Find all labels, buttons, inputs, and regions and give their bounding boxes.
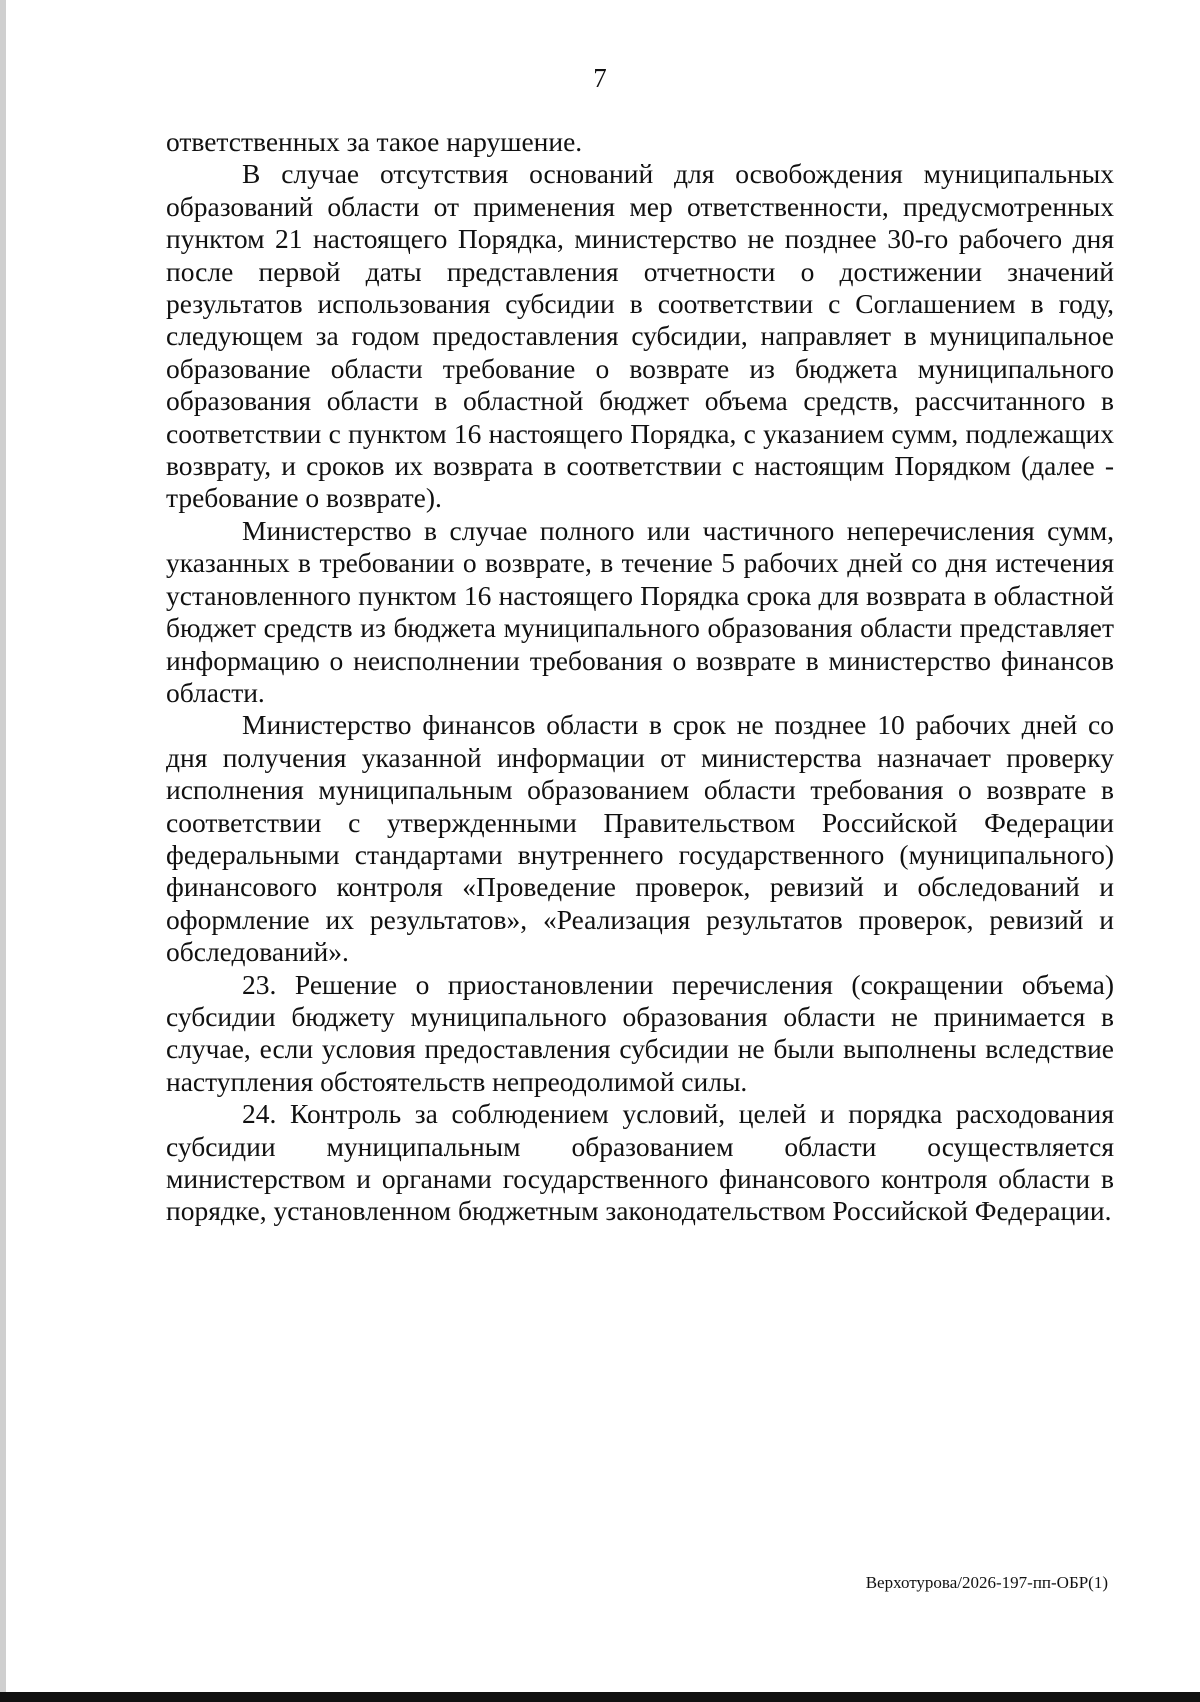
paragraph-continuation: ответственных за такое нарушение. bbox=[166, 126, 583, 157]
document-body bbox=[166, 126, 1114, 1228]
paragraph-finance-ministry-check: Министерство финансов области в срок не позднее 10 рабочих дней со дня получения указанной информации от министерства назначает проверку исполнения муниципальным образованием области требования о возврате в соответствии с утвержденными Правительством Российской Федерации федеральными стандартами внутреннего государственного (муниципального) финансового контроля «Проведение проверок, ревизий и обследований и оформление их результатов», «Реализация результатов проверок, ревизий и обследований». bbox=[166, 709, 1114, 968]
paragraph-item-24: 24. Контроль за соблюдением условий, целей и порядка расходования субсидии муниципальным образованием области осуществляется министерством и органами государственного финансового контроля области в порядке, установленном бюджетным законодательством Российской Федерации. bbox=[166, 1098, 1114, 1227]
paragraph-item-23: 23. Решение о приостановлении перечисления (сокращении объема) субсидии бюджету муниципального образования области не принимается в случае, если условия предоставления субсидии не были выполнены вследствие наступления обстоятельств непреодолимой силы. bbox=[166, 968, 1114, 1097]
paragraph-nonpayment-info: Министерство в случае полного или частичного неперечисления сумм, указанных в требовании о возврате, в течение 5 рабочих дней со дня истечения установленного пунктом 16 настоящего Порядка срока для возврата в областной бюджет средств из бюджета муниципального образования области представляет информацию о неисполнении требования о возврате в министерство финансов области. bbox=[166, 514, 1114, 708]
scan-edge-left bbox=[0, 0, 6, 1702]
paragraph-return-requirement: В случае отсутствия оснований для освобождения муниципальных образований области от применения мер ответственности, предусмотренных пунктом 21 настоящего Порядка, министерство не позднее 30-го рабочего дня после первой даты представления отчетности о достижении значений результатов использования субсидии в соответствии с Соглашением в году, следующем за годом предоставления субсидии, направляет в муниципальное образование области требование о возврате из бюджета муниципального образования области в областной бюджет объема средств, рассчитанного в соответствии с пунктом 16 настоящего Порядка, с указанием сумм, подлежащих возврату, и сроков их возврата в соответствии с настоящим Порядком (далее - требование о возврате). bbox=[166, 158, 1114, 514]
document-reference-footer: Верхотурова/2026-197-пп-ОБР(1) bbox=[865, 1573, 1108, 1592]
page-number: 7 bbox=[593, 63, 607, 93]
scan-edge-bottom bbox=[0, 1692, 1200, 1702]
